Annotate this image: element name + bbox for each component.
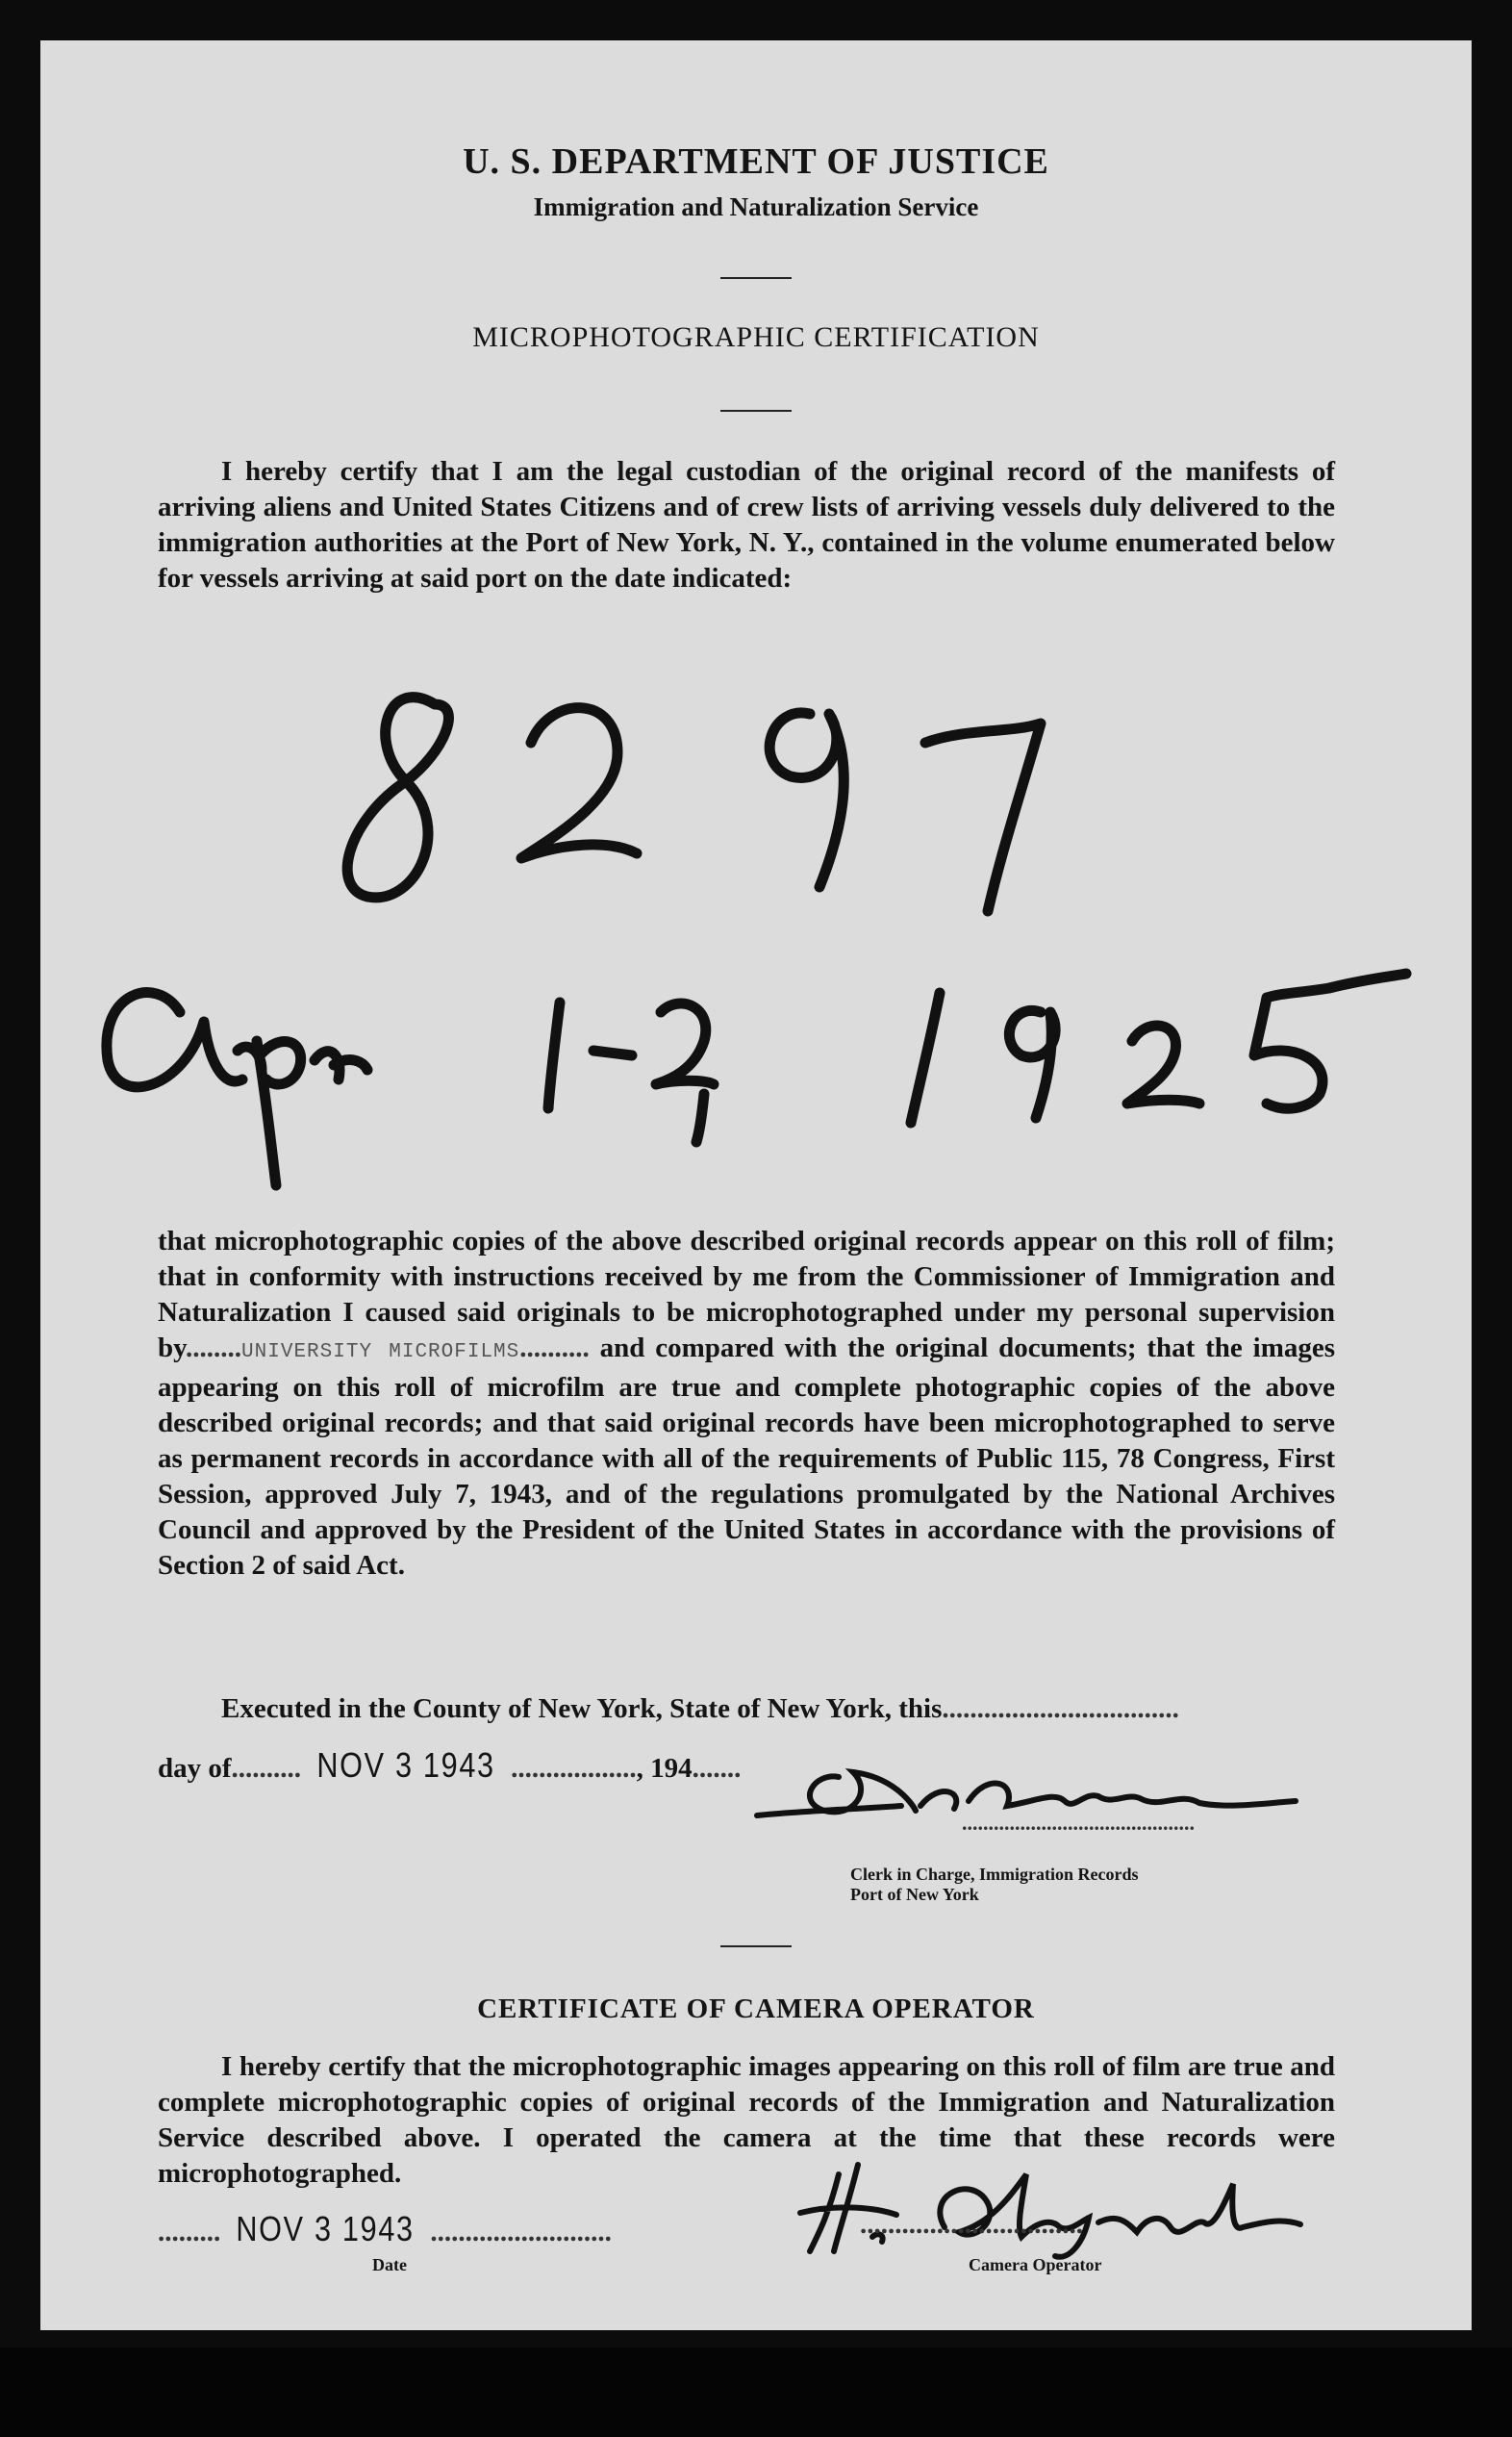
date-label: Date <box>372 2255 407 2274</box>
year-prefix: , 194 <box>636 1753 693 1784</box>
dotted-leader: ....... <box>692 1753 742 1784</box>
certification-body <box>158 1224 1335 1584</box>
dotted-leader: .......... <box>519 1333 590 1363</box>
handwritten-digit-8 <box>347 698 448 898</box>
divider <box>720 1945 792 1947</box>
dotted-leader: ............................................ <box>962 1811 1195 1835</box>
certificate-page <box>40 40 1472 2330</box>
photographer-name: UNIVERSITY MICROFILMS <box>241 1341 520 1363</box>
certification-body-part1: that microphotographic copies of the above described original records appear on this roll of film; that in conformity with instructions received by me from the Commissioner of Immigration and Naturalization I caused said originals to be microphotographed under my personal supervision by <box>158 1226 1335 1363</box>
dotted-leader: .......... <box>231 1753 302 1784</box>
executed-text: Executed in the County of New York, State of New York, this <box>221 1693 943 1724</box>
operator-date-stamp: NOV 3 1943 <box>236 2209 416 2248</box>
dotted-leader: ........ <box>186 1333 242 1363</box>
department-heading: U. S. DEPARTMENT OF JUSTICE <box>463 141 1049 182</box>
execution-date-stamp: NOV 3 1943 <box>316 1745 495 1785</box>
operator-signature-line <box>860 2209 1083 2241</box>
day-of-label: day of <box>158 1753 232 1784</box>
operator-date-line <box>158 2209 612 2249</box>
dotted-leader: ................................ <box>860 2209 1083 2240</box>
film-edge <box>0 2348 1512 2437</box>
dotted-leader: ......... <box>158 2217 221 2247</box>
clerk-location: Port of New York <box>850 1885 979 1904</box>
custodian-statement: I hereby certify that I am the legal custodian of the original record of the manifests of arriving aliens and United States Citizens and of crew lists of arriving vessels duly delivered to the immigration authorities at the Port of New York, N. Y., contained in the volume enumerated below for vessels arriving at said port on the date indicated: <box>158 456 1335 594</box>
execution-line <box>221 1693 1179 1725</box>
day-of-line <box>158 1745 741 1786</box>
clerk-title: Clerk in Charge, Immigration Records <box>850 1865 1139 1884</box>
dotted-leader: .................................. <box>942 1693 1179 1724</box>
clerk-signature-line <box>962 1811 1195 1836</box>
camera-operator-label: Camera Operator <box>969 2255 1102 2274</box>
dotted-leader: .......................... <box>430 2217 612 2247</box>
dotted-leader: .................. <box>511 1753 637 1784</box>
handwritten-digit-2 <box>521 708 637 858</box>
certification-body-part2: and compared with the original documents; that the images appearing on this roll of microfilm are true and complete photographic copies of the above described original records; and that said original records have been microphotographed to serve as permanent records in accordance with all of the requirements of Public 115, 78 Congress, First Session, approved July 7, 1943, and of the regulations promulgated by the National Archives Council and approved by the President of the United States in accordance with the provisions of Section 2 of said Act. <box>158 1333 1336 1581</box>
camera-operator-signature <box>781 2136 1358 2271</box>
handwritten-digit-9 <box>769 713 844 887</box>
service-subheading: Immigration and Naturalization Service <box>533 192 979 221</box>
handwritten-apr <box>107 993 367 1185</box>
handwritten-1-2 <box>548 1003 714 1142</box>
camera-operator-title: CERTIFICATE OF CAMERA OPERATOR <box>477 1993 1035 2024</box>
handwritten-1925 <box>911 974 1406 1123</box>
certification-title: MICROPHOTOGRAPHIC CERTIFICATION <box>472 321 1040 353</box>
camera-operator-statement: I hereby certify that the microphotographic images appearing on this roll of film are true and complete microphotographic copies of original records of the Immigration and Naturalization Service described above. I operated the camera at the time that these records were microphotographed. <box>158 2051 1335 2189</box>
handwritten-entry <box>40 40 1472 2330</box>
handwritten-digit-7 <box>925 723 1041 911</box>
clerk-signature <box>747 1734 1344 1859</box>
